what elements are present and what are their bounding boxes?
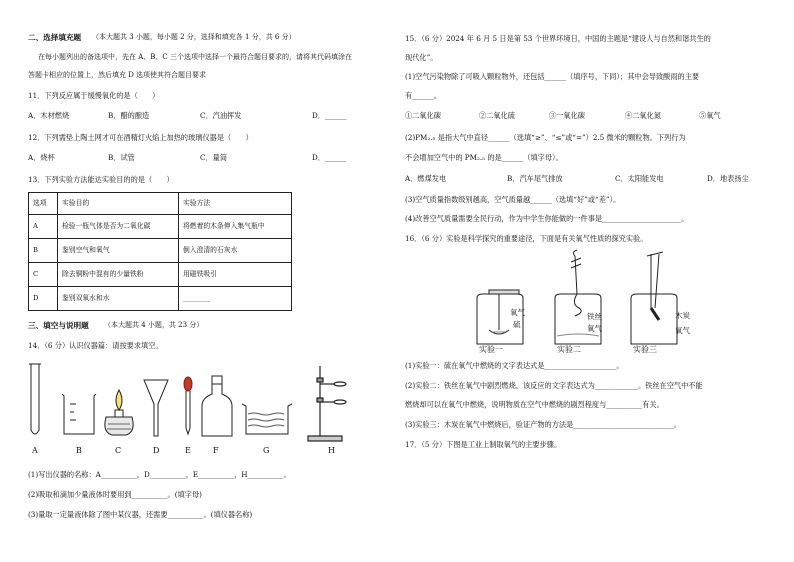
question-12: 12．下列需垫上陶土网才可在酒精灯火焰上加热的玻璃仪器是（ ）: [28, 133, 253, 142]
table-cell: 用磁铁吸引: [179, 263, 292, 287]
funnel-icon: [144, 380, 168, 436]
q12-option-c: C．量筒: [200, 153, 228, 162]
alcohol-lamp-icon: [105, 390, 133, 435]
table-cell: 将燃着的木条伸入集气瓶中: [179, 215, 292, 239]
table-cell: 鉴别双氧水和水: [58, 287, 179, 311]
question-16: 16．（6 分）实验是科学探究的重要途径，下面是有关氧气性质的探究实验。: [405, 234, 648, 243]
q15-option-1: ①二氧化碳: [405, 111, 441, 120]
q15-part-3: (3)空气质量指数级别越高，空气质量越______（选填“好”或“差”）。: [405, 195, 621, 204]
apparatus-label-c: C: [115, 446, 122, 455]
table-row: [29, 215, 292, 239]
q14-part-1: (1)写出仪器的名称：A__________，D__________，E__________，H__________。: [28, 470, 291, 479]
table-cell: D: [29, 287, 58, 311]
table-row: [29, 239, 292, 263]
q13-table: [28, 192, 292, 311]
experiment-1-caption: 实验一: [479, 345, 503, 354]
section2-title: 二、选择填充题: [28, 33, 82, 42]
question-14: 14．（6 分）认识仪器篇：请按要求填空。: [28, 341, 163, 350]
q15-part-2b: 不会增加空气中的 PM₂.₅ 的是______（填字母）。: [405, 153, 563, 162]
q12-option-b: B．试管: [108, 153, 135, 162]
table-row: [29, 287, 292, 311]
table-cell: B: [29, 239, 58, 263]
q15-2-option-a: A．燃煤发电: [405, 174, 447, 183]
q14-part-3: (3)量取一定量液体除了图中某仪器，还需要__________。(填仪器名称): [28, 510, 253, 519]
question-17: 17．（5 分）下图是工业上制取氧气的主要步骤。: [405, 440, 562, 449]
experiment-3-caption: 实验三: [633, 345, 657, 354]
q11-option-d: D．______: [312, 111, 347, 120]
apparatus-label-a: A: [32, 446, 38, 455]
q15-part-1b: 有______。: [405, 91, 441, 100]
section3-title: 三、填空与说明题: [28, 321, 89, 330]
q15-2-option-d: D．地表扬尘: [707, 174, 749, 183]
q16-part-2b: 燃烧却可以在氧气中燃烧，说明物质在空气中燃烧的剧烈程度与__________有关。: [405, 400, 664, 409]
q15-option-3: ③一氧化碳: [549, 111, 585, 120]
table-cell: ________: [179, 287, 292, 311]
q15-2-option-c: C．太阳能发电: [615, 174, 664, 183]
exp1-sulfur-label: 硫: [513, 320, 521, 329]
q15-part-2a: (2)PM₂.₅ 是指大气中直径______（选填“≥”、“≤”或“=”）2.5 微米的颗粒物。下列行为: [405, 133, 686, 142]
q16-part-1: (1)实验一：硫在氧气中燃烧的文字表达式是____________________。: [405, 361, 624, 370]
table-row: [29, 263, 292, 287]
exp1-oxygen-label: 氧气: [510, 308, 525, 317]
exp3-oxygen-label: 氧气: [675, 326, 690, 335]
table-header-row: [29, 193, 292, 215]
exp3-charcoal-label: 木炭: [675, 311, 690, 320]
apparatus-label-e: E: [185, 446, 191, 455]
q15-2-option-b: B．汽车尾气排放: [507, 174, 563, 183]
section2-info: （本大题共 3 小题，每小题 2 分，选择和填充各 1 分，共 6 分）: [92, 33, 296, 41]
table-header: 实验方法: [179, 193, 292, 215]
q11-option-c: C．汽油挥发: [200, 111, 242, 120]
table-cell: 除去铜粉中混有的少量铁粉: [58, 263, 179, 287]
exp2-oxygen-label: 氧气: [587, 324, 602, 333]
q12-option-a: A．烧杯: [28, 153, 55, 162]
section3-info: （本大题共 4 小题，共 23 分）: [104, 321, 204, 329]
section2-instruction-1: 在每小题列出的备选项中，先在 A、B、C 三个选项中选择一个最符合题目要求的，请将其代码填涂在: [38, 53, 353, 61]
q15-line-1: 15．（6 分）2024 年 6 月 5 日是第 53 个世界环境日，中国的主题是“建设人与自然和谐共生的: [405, 34, 711, 43]
q14-part-2: (2)吸取和滴加少量液体时要用到__________。(填字母): [28, 490, 202, 499]
table-cell: C: [29, 263, 58, 287]
apparatus-label-f: F: [213, 446, 219, 455]
q11-option-a: A．木材燃烧: [28, 111, 70, 120]
exp2-iron-wire-label: 铁丝: [587, 312, 602, 321]
water-trough-icon: [242, 404, 292, 434]
question-11: 11．下列反应属于缓慢氧化的是（ ）: [28, 91, 160, 100]
apparatus-label-b: B: [76, 446, 82, 455]
apparatus-label-d: D: [153, 446, 160, 455]
apparatus-label-h: H: [328, 446, 335, 455]
experiment-2-caption: 实验二: [557, 345, 581, 354]
apparatus-illustration: [22, 354, 382, 444]
section2-instruction-2: 答题卡相应的位置上，然后填充 D 选项使其符合题目要求: [28, 71, 207, 79]
q15-part-1a: (1)空气污染物除了可吸入颗粒物外，还包括______（填序号，下同）；其中会导致酸雨的主要: [405, 72, 700, 81]
apparatus-label-g: G: [263, 446, 270, 455]
q12-option-d: D．______: [312, 153, 347, 162]
q15-option-2: ②二氧化硫: [479, 111, 515, 120]
table-cell: 鉴别空气和氧气: [58, 239, 179, 263]
table-header: 选项: [29, 193, 58, 215]
test-tube-icon: [29, 364, 41, 434]
q15-part-4: (4)改善空气质量需要全民行动，作为中学生你能做的一件事是______________________。: [405, 214, 689, 223]
experiment-3-jar-icon: [631, 252, 677, 344]
table-cell: A: [29, 215, 58, 239]
table-cell: 检验一瓶气体是否为二氧化碳: [58, 215, 179, 239]
table-header: 实验目的: [58, 193, 179, 215]
reagent-bottle-icon: [202, 376, 232, 436]
q15-option-4: ④二氧化氮: [625, 111, 661, 120]
q11-option-b: B．醋的酿造: [108, 111, 150, 120]
table-cell: 倒入澄清的石灰水: [179, 239, 292, 263]
iron-stand-icon: [308, 366, 346, 441]
q16-part-2a: (2)实验二：铁丝在氧气中剧烈燃烧，该反应的文字表达式为____________。铁丝在空气中不能: [405, 381, 703, 390]
question-13: 13．下列实验方法能达实验目的的是（ ）: [28, 175, 174, 184]
q16-part-3: (3)实验三：木炭在氧气中燃烧后，验证产物的方法是____________________________。: [405, 420, 682, 429]
q15-option-5: ⑤氧气: [699, 111, 721, 120]
q15-line-2: 现代化”。: [405, 53, 438, 62]
dropper-icon: [184, 377, 192, 434]
oxygen-experiments-illustration: [467, 248, 727, 352]
beaker-icon: [62, 394, 96, 434]
